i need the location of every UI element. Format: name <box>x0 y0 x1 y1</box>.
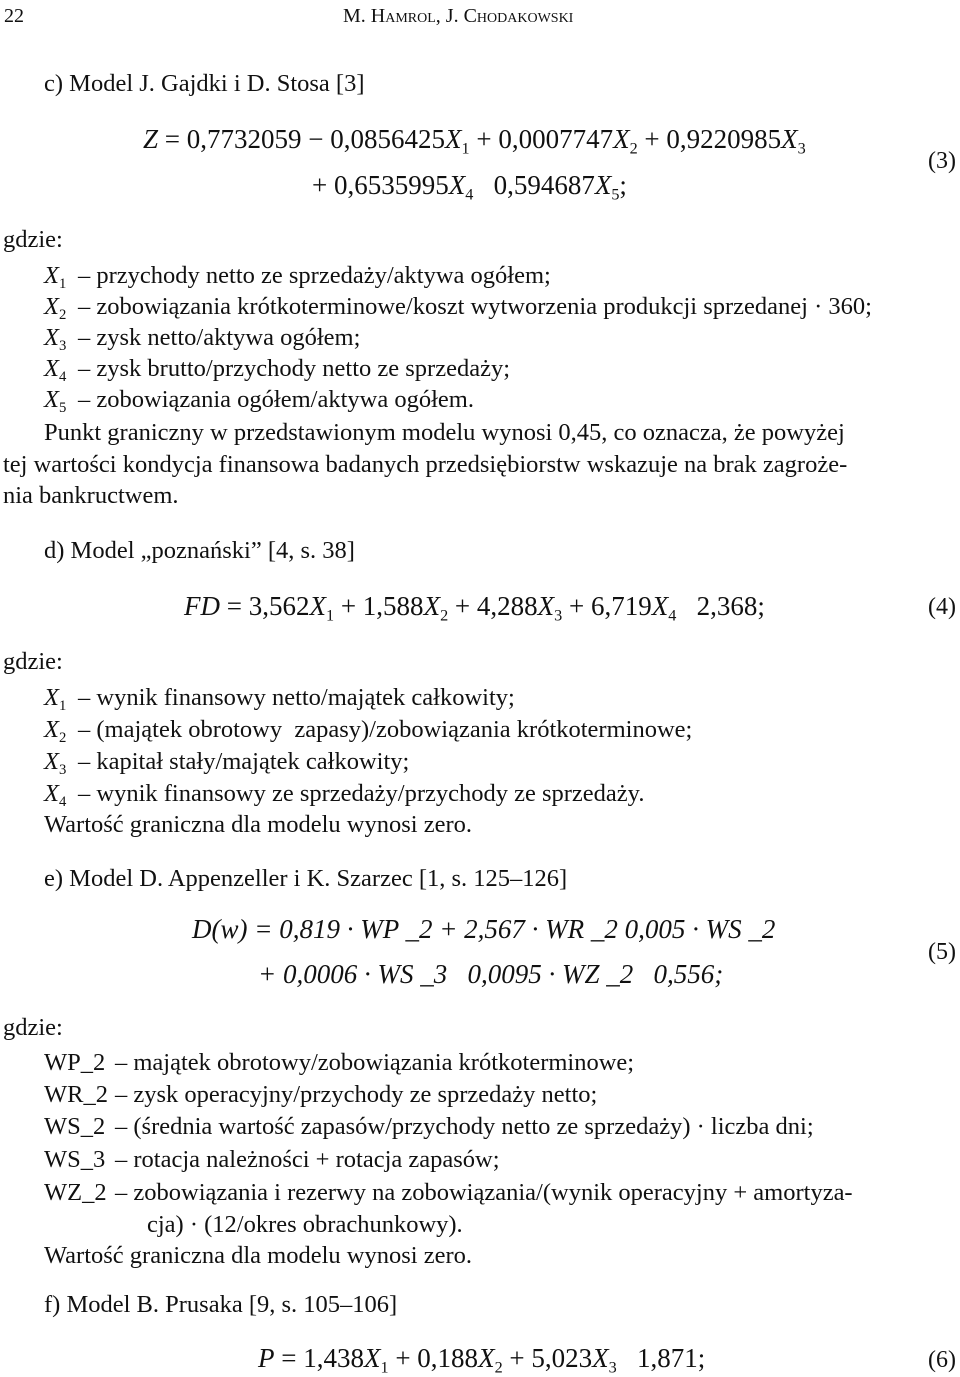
definition-text: – majątek obrotowy/zobowiązania krótkoterminowe; <box>115 1049 635 1076</box>
definition-symbol: WP_2 <box>44 1049 106 1076</box>
definition-symbol: $X_2$ <box>44 716 67 747</box>
equation-3-line-1: $Z = 0,7732059 - 0,0856425X_1 + 0,0007747X_2 + 0,9220985X_3$ <box>143 124 806 158</box>
equation-5-line-2: + 0,0006 · WS _3 0,0095 · WZ _2 0,556; <box>258 959 724 989</box>
definition-text: – wynik finansowy ze sprzedaży/przychody ze sprzedaży. <box>78 780 645 807</box>
definition-symbol: WZ_2 <box>44 1179 107 1206</box>
definition-symbol: WR_2 <box>44 1081 108 1108</box>
definition-text: – zobowiązania i rezerwy na zobowiązania/(wynik operacyjny + amortyza- <box>115 1179 853 1206</box>
closing-d: Wartość graniczna dla modelu wynosi zero. <box>44 811 472 838</box>
definition-symbol: WS_2 <box>44 1113 106 1140</box>
equation-4: FD = $3,562X_1 + 1,588X_2 + 4,288X_3 + 6,719X_4$ 2,368; <box>184 591 765 625</box>
definition-text: – przychody netto ze sprzedaży/aktywa ogółem; <box>78 262 551 289</box>
closing-e: Wartość graniczna dla modelu wynosi zero. <box>44 1242 472 1269</box>
definition-symbol: $X_4$ <box>44 780 67 811</box>
page-number: 22 <box>4 5 24 27</box>
definition-text: – (średnia wartość zapasów/przychody netto ze sprzedaży) · liczba dni; <box>115 1113 814 1140</box>
definition-symbol: $X_4$ <box>44 355 67 386</box>
definition-continuation: cja) · (12/okres obrachunkowy). <box>147 1211 463 1238</box>
equation-number-4: (4) <box>928 594 956 620</box>
paragraph-line: tej wartości kondycja finansowa badanych przedsiębiorstw wskazuje na brak zagroże- <box>3 451 848 478</box>
equation-number-6: (6) <box>928 1347 956 1373</box>
where-label-d: gdzie: <box>3 648 63 675</box>
equation-number-3: (3) <box>928 148 956 174</box>
definition-text: – zobowiązania ogółem/aktywa ogółem. <box>78 386 474 413</box>
definition-symbol: $X_5$ <box>44 386 67 417</box>
section-d-heading: d) Model „poznański” [4, s. 38] <box>44 537 355 564</box>
equation-5-line-1: D(w) = 0,819 · WP _2 + 2,567 · WR _2 0,005 · WS _2 <box>192 914 776 944</box>
definition-text: – zysk brutto/przychody netto ze sprzedaży; <box>78 355 511 382</box>
equation-number-5: (5) <box>928 939 956 965</box>
definition-text: – zysk operacyjny/przychody ze sprzedaży netto; <box>115 1081 598 1108</box>
paragraph-line: nia bankructwem. <box>3 482 179 509</box>
definition-symbol: $X_1$ <box>44 262 67 293</box>
definition-text: – zobowiązania krótkoterminowe/koszt wytworzenia produkcji sprzedanej · 360; <box>78 293 872 320</box>
definition-text: – wynik finansowy netto/majątek całkowity; <box>78 684 515 711</box>
definition-symbol: $X_1$ <box>44 684 67 715</box>
where-label-c: gdzie: <box>3 226 63 253</box>
definition-text: – rotacja należności + rotacja zapasów; <box>115 1146 500 1173</box>
equation-6: $P = 1,438X_1 + 0,188X_2 + 5,023X_3$ 1,871; <box>258 1343 706 1377</box>
definition-symbol: $X_3$ <box>44 324 67 355</box>
definition-text: – (majątek obrotowy zapasy)/zobowiązania krótkoterminowe; <box>78 716 693 743</box>
paragraph-line: Punkt graniczny w przedstawionym modelu wynosi 0,45, co oznacza, że powyżej <box>44 419 845 446</box>
equation-3-line-2: + $0,6535995X_4$ $0,594687X_5$; <box>312 170 627 204</box>
definition-symbol: WS_3 <box>44 1146 106 1173</box>
section-f-heading: f) Model B. Prusaka [9, s. 105–106] <box>44 1291 398 1318</box>
running-header: M. Hamrol, J. Chodakowski <box>343 5 574 27</box>
section-e-heading: e) Model D. Appenzeller i K. Szarzec [1, s. 125–126] <box>44 865 568 892</box>
definition-symbol: $X_3$ <box>44 748 67 779</box>
where-label-e: gdzie: <box>3 1014 63 1041</box>
section-c-heading: c) Model J. Gajdki i D. Stosa [3] <box>44 70 365 97</box>
definition-text: – zysk netto/aktywa ogółem; <box>78 324 361 351</box>
definition-text: – kapitał stały/majątek całkowity; <box>78 748 410 775</box>
definition-symbol: $X_2$ <box>44 293 67 324</box>
